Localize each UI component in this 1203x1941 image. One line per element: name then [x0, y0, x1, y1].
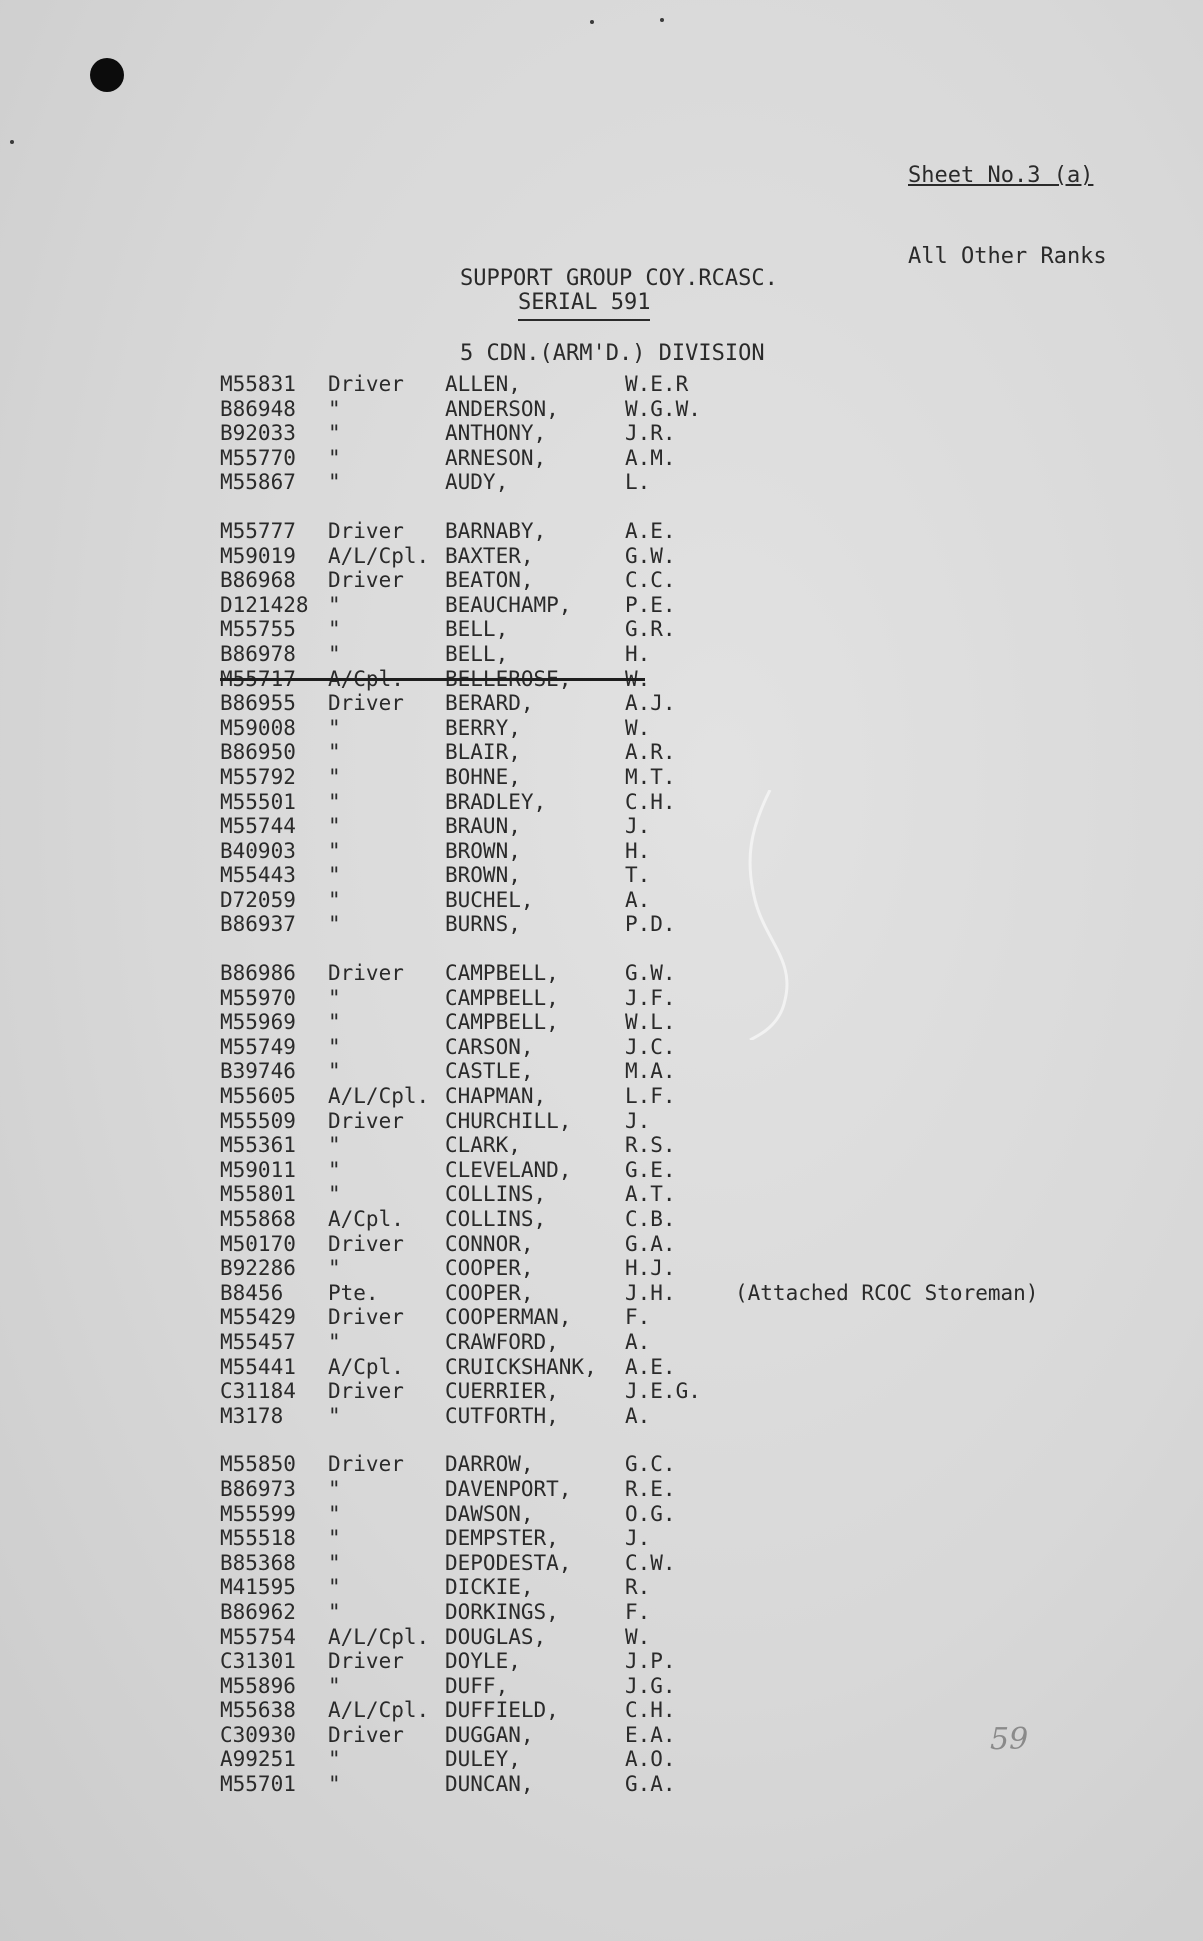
service-number: C31184	[220, 1379, 296, 1404]
initials: R.	[625, 1575, 651, 1600]
initials: C.W.	[625, 1550, 676, 1575]
service-number: M55970	[220, 985, 296, 1010]
initials: G.R.	[625, 617, 676, 642]
initials: A.T.	[625, 1182, 676, 1207]
initials: J.G.	[625, 1673, 676, 1698]
rank: "	[328, 863, 341, 888]
surname: DAWSON,	[445, 1501, 534, 1526]
service-number: M55429	[220, 1305, 296, 1330]
surname: DULEY,	[445, 1747, 521, 1772]
surname: BRAUN,	[445, 814, 521, 839]
service-number: B86962	[220, 1599, 296, 1624]
initials: W.	[625, 1624, 651, 1649]
rank: "	[328, 838, 341, 863]
rank: "	[328, 1157, 341, 1182]
service-number: M55754	[220, 1624, 296, 1649]
surname: DEPODESTA,	[445, 1550, 572, 1575]
sheet-category: All Other Ranks	[908, 244, 1107, 269]
rank: A/Cpl.	[328, 1354, 404, 1379]
rank: Pte.	[328, 1280, 379, 1305]
initials: M.A.	[625, 1059, 676, 1084]
surname: BERRY,	[445, 715, 521, 740]
rank: Driver	[328, 1379, 404, 1404]
initials: W.E.R	[625, 372, 689, 396]
initials: C.H.	[625, 1698, 676, 1723]
rank: A/L/Cpl.	[328, 1084, 430, 1109]
surname: CAMPBELL,	[445, 961, 559, 986]
initials: C.H.	[625, 789, 676, 814]
rank: "	[328, 1403, 341, 1428]
service-number: M55599	[220, 1501, 296, 1526]
service-number: B92286	[220, 1256, 296, 1281]
service-number: B86978	[220, 641, 296, 666]
service-number: B40903	[220, 838, 296, 863]
serial-number: SERIAL 591	[518, 290, 650, 321]
rank: "	[328, 887, 341, 912]
service-number: M50170	[220, 1231, 296, 1256]
initials: W.	[625, 666, 651, 691]
rank: "	[328, 1599, 341, 1624]
service-number: M3178	[220, 1403, 284, 1428]
service-number: B86948	[220, 396, 296, 421]
initials: G.E.	[625, 1157, 676, 1182]
speck	[10, 140, 14, 144]
service-number: M55457	[220, 1329, 296, 1354]
initials: J.F.	[625, 985, 676, 1010]
surname: DORKINGS,	[445, 1599, 559, 1624]
service-number: M55638	[220, 1698, 296, 1723]
rank: "	[328, 1772, 341, 1797]
service-number: M55518	[220, 1526, 296, 1551]
rank: "	[328, 445, 341, 470]
initials: A.J.	[625, 691, 676, 716]
surname: DEMPSTER,	[445, 1526, 559, 1551]
rank: "	[328, 1034, 341, 1059]
surname: CUERRIER,	[445, 1379, 559, 1404]
paper-crease	[740, 790, 800, 1040]
surname: DOUGLAS,	[445, 1624, 547, 1649]
initials: A.E.	[625, 518, 676, 543]
surname: DAVENPORT,	[445, 1476, 572, 1501]
initials: W.G.W.	[625, 396, 701, 421]
punch-hole	[90, 58, 124, 92]
surname: CAMPBELL,	[445, 1010, 559, 1035]
rank: "	[328, 1329, 341, 1354]
service-number: M55441	[220, 1354, 296, 1379]
surname: BELLEROSE,	[445, 666, 572, 691]
surname: DUNCAN,	[445, 1772, 534, 1797]
service-number: C31301	[220, 1649, 296, 1674]
service-number: M55361	[220, 1133, 296, 1158]
initials: C.C.	[625, 568, 676, 593]
surname: DUGGAN,	[445, 1722, 534, 1747]
service-number: M55770	[220, 445, 296, 470]
service-number: M41595	[220, 1575, 296, 1600]
rank: "	[328, 1010, 341, 1035]
surname: ANDERSON,	[445, 396, 559, 421]
rank: Driver	[328, 1231, 404, 1256]
surname: COLLINS,	[445, 1207, 547, 1231]
surname: DICKIE,	[445, 1575, 534, 1600]
initials: F.	[625, 1305, 651, 1330]
rank: "	[328, 1133, 341, 1158]
rank: "	[328, 592, 341, 617]
initials: J.P.	[625, 1649, 676, 1674]
rank: "	[328, 1526, 341, 1551]
initials: F.	[625, 1599, 651, 1624]
initials: H.	[625, 838, 651, 863]
surname: AUDY,	[445, 470, 509, 495]
rank: A/L/Cpl.	[328, 1624, 430, 1649]
surname: BELL,	[445, 617, 509, 642]
surname: ANTHONY,	[445, 421, 547, 446]
service-number: B86937	[220, 912, 296, 937]
initials: T.	[625, 863, 651, 888]
rank: "	[328, 985, 341, 1010]
service-number: M55755	[220, 617, 296, 642]
service-number: B8456	[220, 1280, 284, 1305]
rank: "	[328, 789, 341, 814]
surname: COOPER,	[445, 1256, 534, 1281]
surname: CHURCHILL,	[445, 1108, 572, 1133]
initials: J.	[625, 1526, 651, 1551]
service-number: M55777	[220, 518, 296, 543]
service-number: B85368	[220, 1550, 296, 1575]
surname: BURNS,	[445, 912, 521, 937]
speck	[660, 18, 664, 22]
service-number: M55744	[220, 814, 296, 839]
service-number: B86955	[220, 691, 296, 716]
service-number: B86986	[220, 961, 296, 986]
rank: "	[328, 1550, 341, 1575]
service-number: M55867	[220, 470, 296, 495]
surname: CARSON,	[445, 1034, 534, 1059]
rank: A/Cpl.	[328, 666, 404, 691]
initials: G.W.	[625, 543, 676, 568]
service-number: M55969	[220, 1010, 296, 1035]
rank: "	[328, 1476, 341, 1501]
initials: J.C.	[625, 1034, 676, 1059]
initials: L.	[625, 470, 651, 495]
surname: BERARD,	[445, 691, 534, 716]
rank: Driver	[328, 1649, 404, 1674]
surname: CUTFORTH,	[445, 1403, 559, 1428]
surname: CASTLE,	[445, 1059, 534, 1084]
service-number: M55792	[220, 764, 296, 789]
surname: CLEVELAND,	[445, 1157, 572, 1182]
rank: Driver	[328, 691, 404, 716]
initials: A.	[625, 1329, 651, 1354]
rank: Driver	[328, 1305, 404, 1330]
surname: BROWN,	[445, 863, 521, 888]
initials: A.	[625, 1403, 651, 1428]
service-number: M59011	[220, 1157, 296, 1182]
initials: E.A.	[625, 1722, 676, 1747]
service-number: M55868	[220, 1207, 296, 1231]
initials: A.E.	[625, 1354, 676, 1379]
rank: A/L/Cpl.	[328, 543, 430, 568]
initials: J.E.G.	[625, 1379, 701, 1404]
rank: Driver	[328, 1452, 404, 1477]
surname: BELL,	[445, 641, 509, 666]
initials: J.	[625, 814, 651, 839]
pencil-page-number: 59	[990, 1722, 1029, 1757]
initials: G.A.	[625, 1772, 676, 1797]
rank: "	[328, 912, 341, 937]
rank: Driver	[328, 518, 404, 543]
service-number: C30930	[220, 1722, 296, 1747]
rank: A/Cpl.	[328, 1207, 404, 1231]
sheet-reference	[908, 108, 1107, 324]
service-number: B92033	[220, 421, 296, 446]
surname: DOYLE,	[445, 1649, 521, 1674]
service-number: M55501	[220, 789, 296, 814]
initials: P.D.	[625, 912, 676, 937]
surname: BEAUCHAMP,	[445, 592, 572, 617]
initials: A.	[625, 887, 651, 912]
unit-name: SUPPORT GROUP COY.RCASC.	[460, 266, 778, 291]
initials: G.A.	[625, 1231, 676, 1256]
rank: "	[328, 1256, 341, 1281]
sheet-number: Sheet No.3 (a)	[908, 163, 1094, 188]
service-number: M55801	[220, 1182, 296, 1207]
surname: CRUICKSHANK,	[445, 1354, 597, 1379]
service-number: B86950	[220, 740, 296, 765]
surname: COOPER,	[445, 1280, 534, 1305]
rank: Driver	[328, 961, 404, 986]
service-number: B39746	[220, 1059, 296, 1084]
rank: "	[328, 617, 341, 642]
remark: (Attached RCOC Storeman)	[735, 1280, 1039, 1305]
service-number: B86968	[220, 568, 296, 593]
surname: BOHNE,	[445, 764, 521, 789]
surname: COOPERMAN,	[445, 1305, 572, 1330]
surname: BAXTER,	[445, 543, 534, 568]
surname: CHAPMAN,	[445, 1084, 547, 1109]
initials: P.E.	[625, 592, 676, 617]
service-number: A99251	[220, 1747, 296, 1772]
service-number: M55749	[220, 1034, 296, 1059]
rank: Driver	[328, 568, 404, 593]
initials: W.L.	[625, 1010, 676, 1035]
service-number: M59019	[220, 543, 296, 568]
surname: DARROW,	[445, 1452, 534, 1477]
rank: "	[328, 641, 341, 666]
rank: "	[328, 1501, 341, 1526]
initials: J.R.	[625, 421, 676, 446]
surname: BRADLEY,	[445, 789, 547, 814]
rank: "	[328, 764, 341, 789]
rank: "	[328, 715, 341, 740]
rank: Driver	[328, 372, 404, 396]
initials: R.E.	[625, 1476, 676, 1501]
rank: "	[328, 421, 341, 446]
initials: M.T.	[625, 764, 676, 789]
service-number: M55509	[220, 1108, 296, 1133]
surname: COLLINS,	[445, 1182, 547, 1207]
surname: DUFF,	[445, 1673, 509, 1698]
initials: C.B.	[625, 1207, 676, 1231]
surname: CRAWFORD,	[445, 1329, 559, 1354]
initials: A.O.	[625, 1747, 676, 1772]
service-number: M55605	[220, 1084, 296, 1109]
initials: L.F.	[625, 1084, 676, 1109]
service-number: M55701	[220, 1772, 296, 1797]
initials: G.W.	[625, 961, 676, 986]
service-number: M55443	[220, 863, 296, 888]
initials: A.M.	[625, 445, 676, 470]
rank: "	[328, 1747, 341, 1772]
rank: "	[328, 1575, 341, 1600]
initials: G.C.	[625, 1452, 676, 1477]
initials: H.J.	[625, 1256, 676, 1281]
initials: O.G.	[625, 1501, 676, 1526]
surname: BARNABY,	[445, 518, 547, 543]
rank: A/L/Cpl.	[328, 1698, 430, 1723]
service-number: M59008	[220, 715, 296, 740]
surname: BUCHEL,	[445, 887, 534, 912]
surname: DUFFIELD,	[445, 1698, 559, 1723]
service-number: D121428	[220, 592, 309, 617]
speck	[590, 20, 594, 24]
rank: "	[328, 814, 341, 839]
initials: R.S.	[625, 1133, 676, 1158]
surname: BEATON,	[445, 568, 534, 593]
rank: "	[328, 1182, 341, 1207]
surname: ALLEN,	[445, 372, 521, 396]
service-number: M55717	[220, 666, 296, 691]
surname: ARNESON,	[445, 445, 547, 470]
division-name: 5 CDN.(ARM'D.) DIVISION	[460, 341, 765, 366]
service-number: M55896	[220, 1673, 296, 1698]
surname: CLARK,	[445, 1133, 521, 1158]
rank: Driver	[328, 1722, 404, 1747]
surname: BLAIR,	[445, 740, 521, 765]
surname: CAMPBELL,	[445, 985, 559, 1010]
service-number: D72059	[220, 887, 296, 912]
initials: J.	[625, 1108, 651, 1133]
service-number: M55850	[220, 1452, 296, 1477]
initials: W.	[625, 715, 651, 740]
service-number: M55831	[220, 372, 296, 396]
rank: "	[328, 1059, 341, 1084]
initials: A.R.	[625, 740, 676, 765]
initials: H.	[625, 641, 651, 666]
rank: Driver	[328, 1108, 404, 1133]
rank: "	[328, 396, 341, 421]
rank: "	[328, 740, 341, 765]
service-number: B86973	[220, 1476, 296, 1501]
surname: BROWN,	[445, 838, 521, 863]
initials: J.H.	[625, 1280, 676, 1305]
surname: CONNOR,	[445, 1231, 534, 1256]
rank: "	[328, 1673, 341, 1698]
rank: "	[328, 470, 341, 495]
